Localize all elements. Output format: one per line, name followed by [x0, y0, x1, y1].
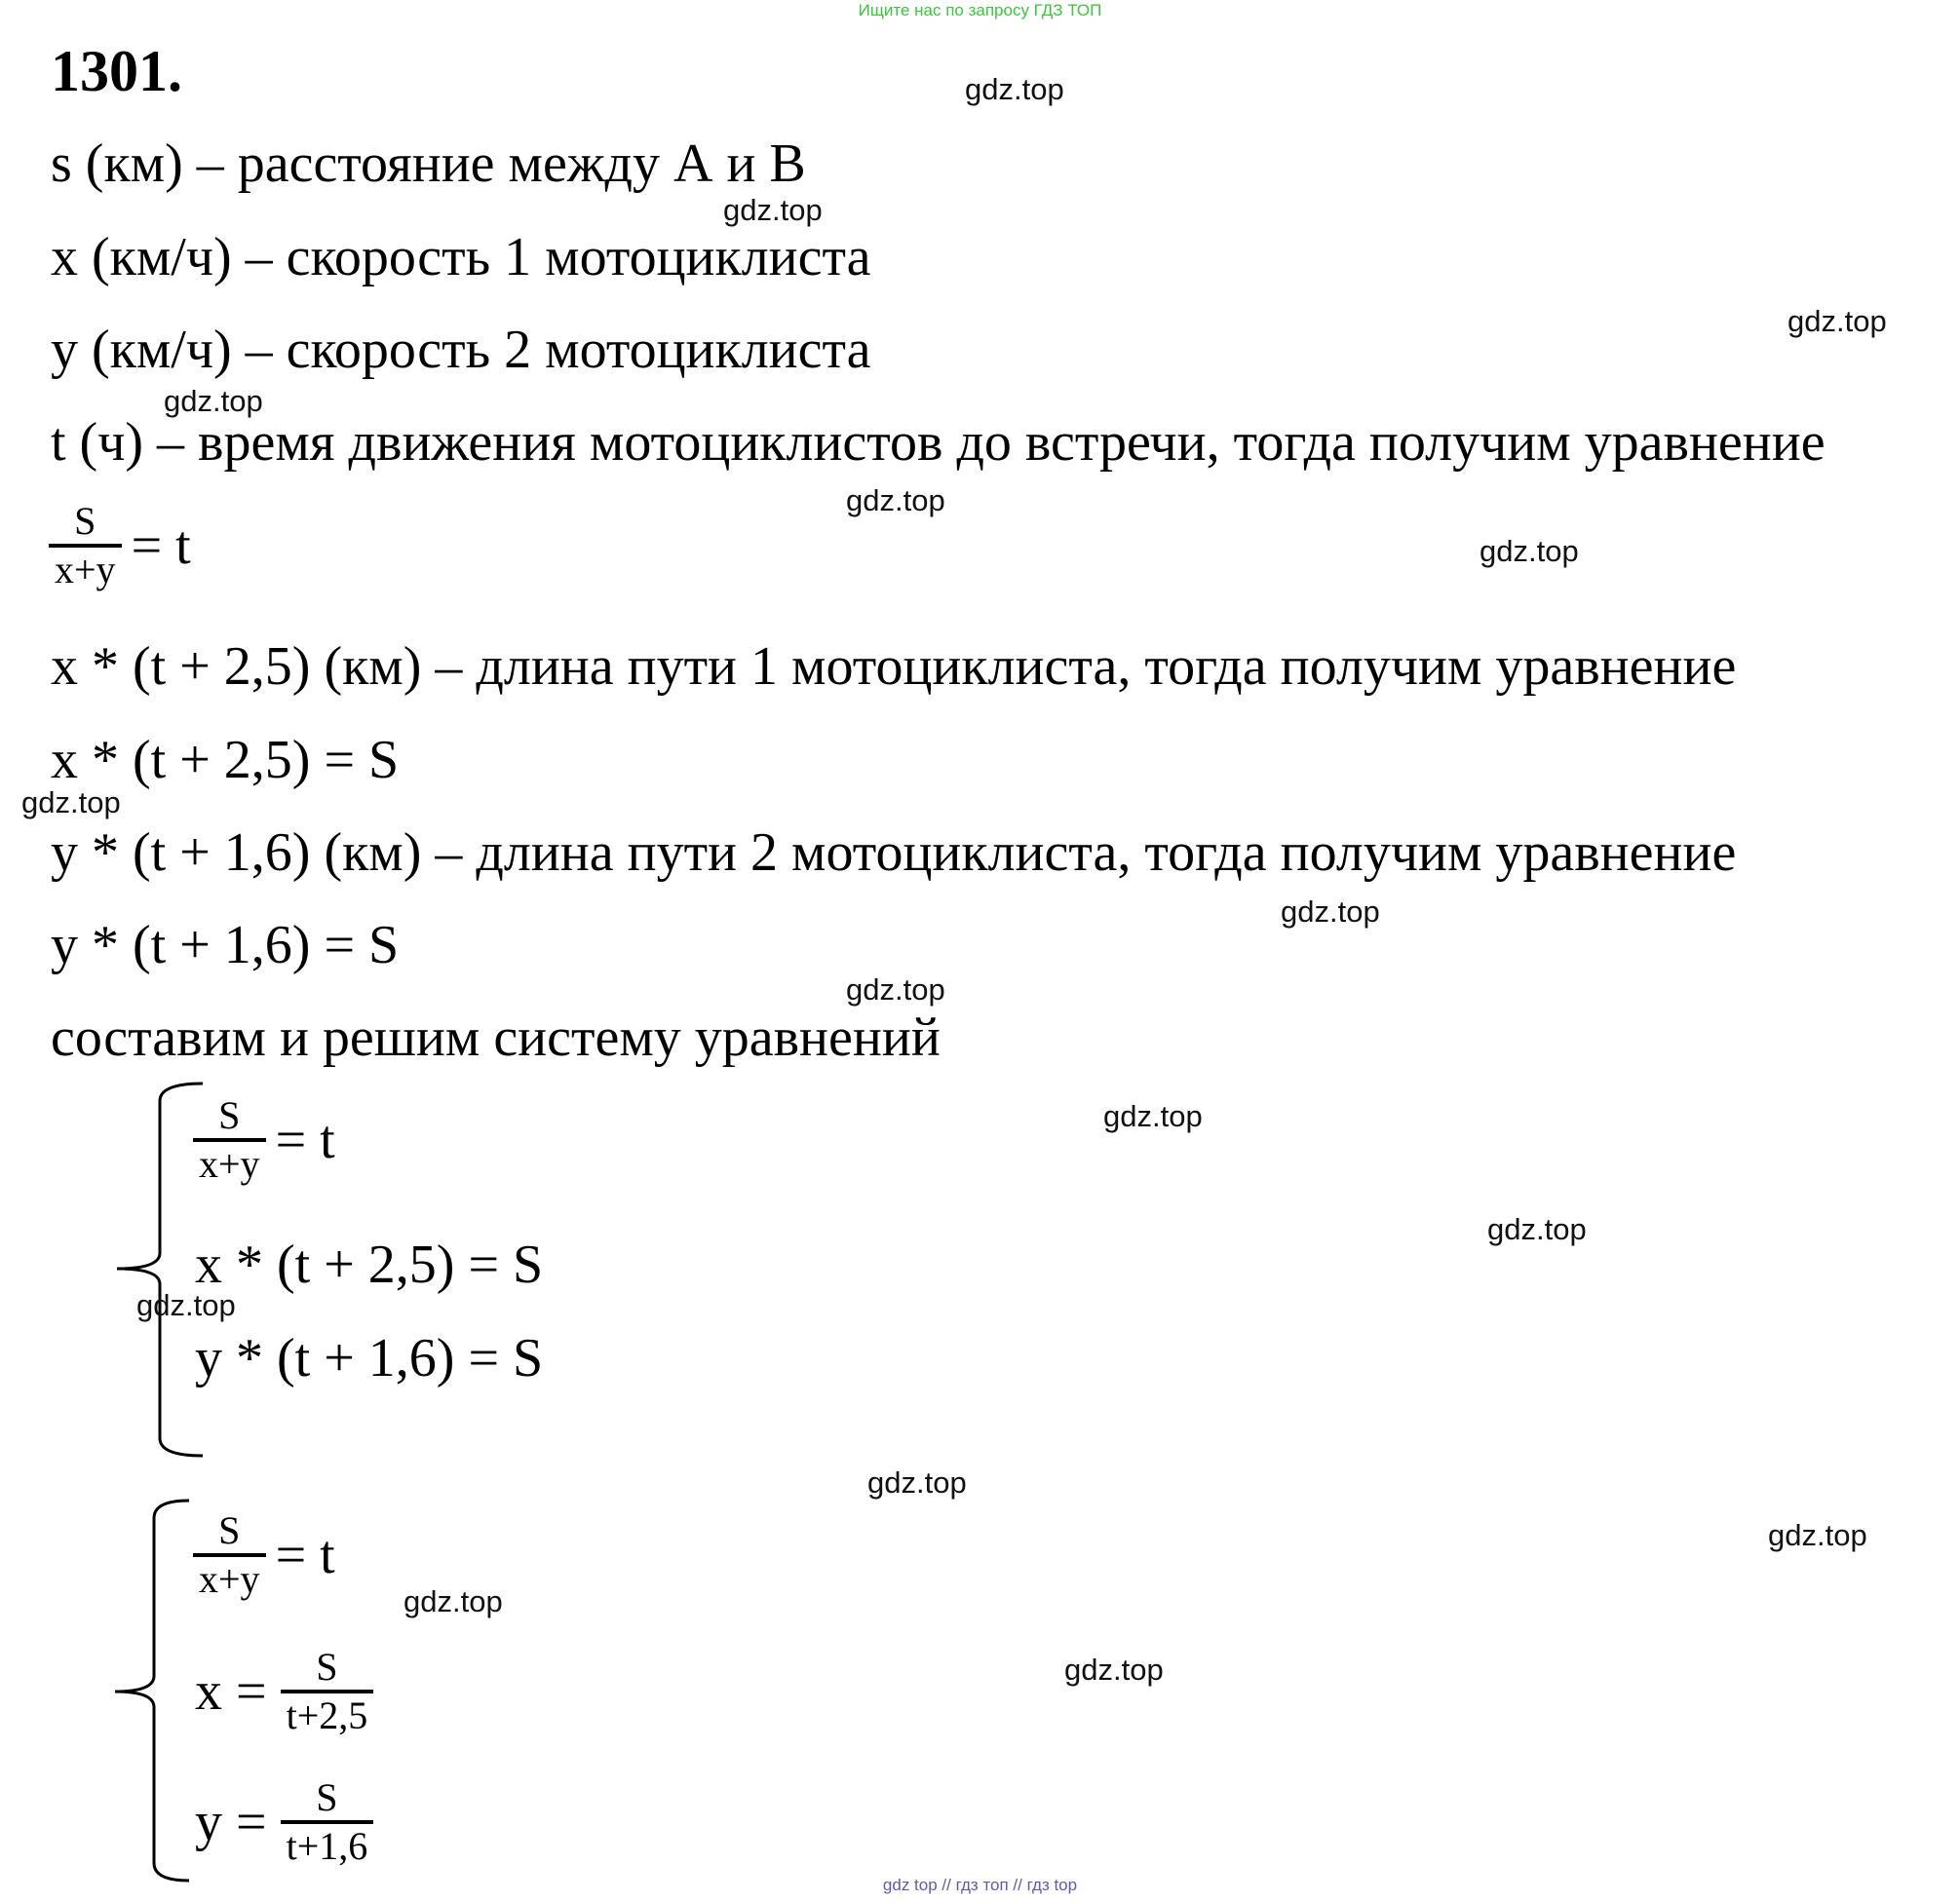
system-2-row-2-fraction	[281, 1645, 374, 1738]
equation-1-fraction	[49, 499, 122, 592]
text-line-3: y (км/ч) – скорость 2 мотоциклиста	[51, 320, 871, 380]
equation-1-numerator: S	[74, 499, 96, 543]
watermark: gdz.top	[867, 1465, 967, 1500]
watermark: gdz.top	[404, 1584, 503, 1618]
text-line-1: s (км) – расстояние между А и В	[51, 133, 806, 194]
system-2-brace	[109, 1497, 207, 1886]
watermark: gdz.top	[846, 972, 945, 1007]
watermark: gdz.top	[164, 384, 263, 418]
system-1-brace	[109, 1080, 207, 1460]
system-2-row-3-fraction	[281, 1775, 374, 1869]
watermark: gdz.top	[21, 785, 121, 819]
watermark: gdz.top	[1480, 534, 1579, 568]
system-2-fraction	[193, 1508, 266, 1602]
watermark: gdz.top	[1064, 1653, 1164, 1687]
system-1-row-1	[193, 1093, 335, 1187]
system-1-row-2: x * (t + 2,5) = S	[195, 1235, 544, 1295]
system-2-rhs: = t	[275, 1525, 335, 1585]
system-2-row-3-numerator: S	[316, 1775, 338, 1819]
equation-1-rhs: = t	[131, 515, 191, 576]
system-1-row-3: y * (t + 1,6) = S	[195, 1328, 544, 1388]
watermark: gdz.top	[965, 72, 1064, 106]
equation-1	[49, 499, 191, 592]
system-1-rhs: = t	[275, 1110, 335, 1170]
watermark: gdz.top	[1487, 1212, 1587, 1246]
system-2-row-3	[195, 1775, 373, 1869]
text-line-6: x * (t + 2,5) = S	[51, 730, 400, 790]
system-1-numerator: S	[218, 1093, 241, 1137]
watermark: gdz.top	[1281, 894, 1380, 929]
watermark: gdz.top	[1787, 304, 1887, 338]
system-2-row-2-numerator: S	[316, 1645, 338, 1689]
system-2-denominator: x+y	[199, 1557, 260, 1601]
top-banner[interactable]: Ищите нас по запросу ГДЗ ТОП	[858, 1, 1102, 19]
system-1-fraction	[193, 1093, 266, 1187]
system-2-row-2-denominator: t+2,5	[286, 1693, 368, 1737]
system-2-numerator: S	[218, 1508, 241, 1552]
text-line-2: x (км/ч) – скорость 1 мотоциклиста	[51, 227, 871, 287]
text-line-5: x * (t + 2,5) (км) – длина пути 1 мотоциклиста, тогда получим уравнение	[51, 636, 1737, 697]
system-2-row-2	[195, 1645, 373, 1738]
system-1-denominator: x+y	[199, 1142, 260, 1186]
system-2-row-3-lhs: y =	[195, 1792, 267, 1852]
watermark: gdz.top	[1103, 1099, 1203, 1133]
system-2-row-2-lhs: x =	[195, 1661, 267, 1722]
text-line-7: y * (t + 1,6) (км) – длина пути 2 мотоциклиста, тогда получим уравнение	[51, 822, 1737, 883]
text-line-8: y * (t + 1,6) = S	[51, 915, 400, 975]
watermark: gdz.top	[723, 193, 823, 227]
equation-1-denominator: x+y	[55, 548, 116, 591]
watermark: gdz.top	[846, 483, 945, 517]
footer-links[interactable]: gdz top // гдз топ // гдз top	[882, 1876, 1078, 1894]
problem-number: 1301.	[51, 39, 182, 103]
system-2-row-3-denominator: t+1,6	[286, 1824, 368, 1868]
text-line-9: составим и решим систему уравнений	[51, 1008, 941, 1068]
watermark: gdz.top	[1768, 1518, 1867, 1552]
watermark: gdz.top	[136, 1288, 236, 1322]
text-line-4: t (ч) – время движения мотоциклистов до встречи, тогда получим уравнение	[51, 412, 1825, 473]
system-2-row-1	[193, 1508, 335, 1602]
